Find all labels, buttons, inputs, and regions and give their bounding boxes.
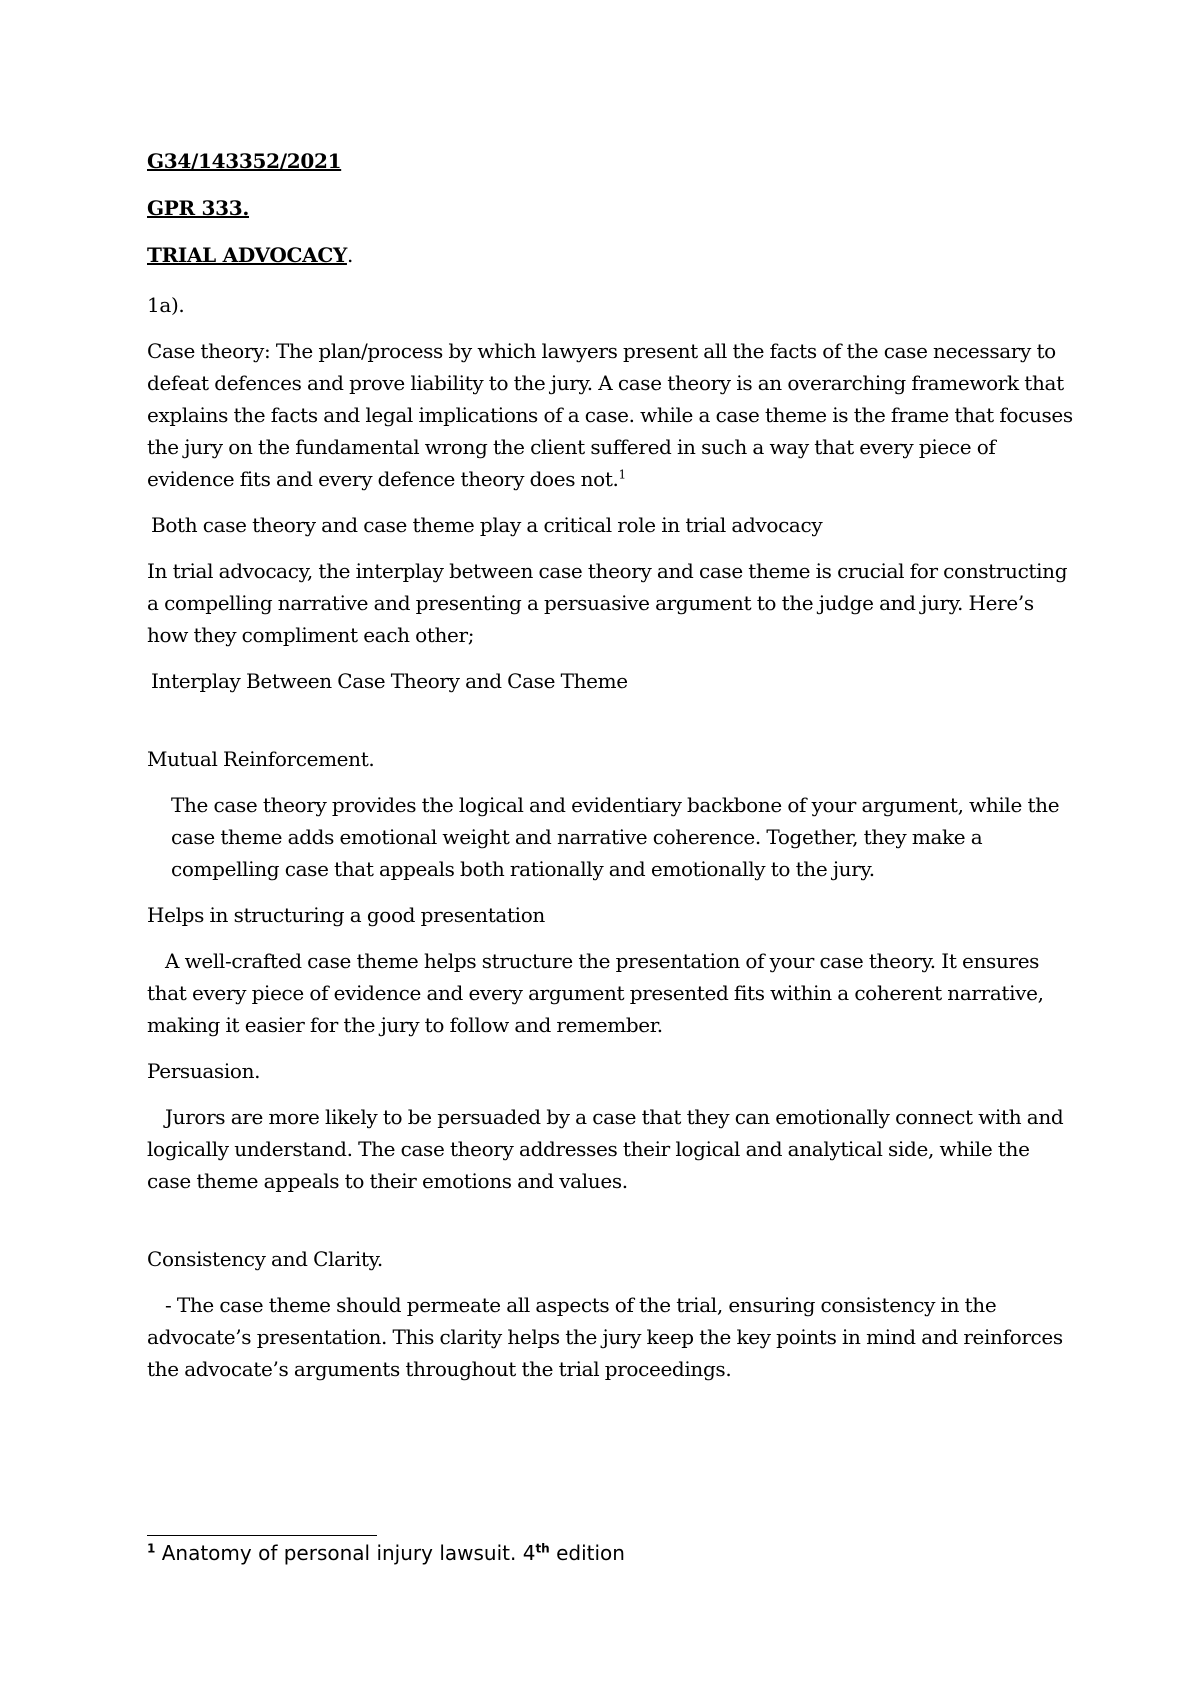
footnote-number: 1 — [147, 1541, 156, 1556]
footnote — [147, 1540, 625, 1566]
paragraph-consistency: - The case theme should permeate all aspects of the trial, ensuring consistency in the advocate’s presentation. This clarity helps the jury keep the key points in mind and reinforces the advocate’s arguments throughout the trial proceedings. — [147, 1293, 1063, 1381]
paragraph-mutual: The case theory provides the logical and evidentiary backbone of your argument, while the case theme adds emotional weight and narrative coherence. Together, they make a compelling case that appeals both rationally and emotionally to the jury. — [171, 793, 1060, 881]
footnote-text-before: Anatomy of personal injury lawsuit. 4 — [161, 1541, 536, 1565]
footnote-reference: 1 — [618, 467, 626, 482]
document-body — [147, 148, 1077, 1399]
footnote-text-after: edition — [549, 1541, 625, 1565]
document-title-punct: . — [346, 243, 353, 267]
document-title-text: TRIAL ADVOCACY — [147, 243, 347, 267]
paragraph-interplay-intro: In trial advocacy, the interplay between case theory and case theme is crucial for constructing a compelling narrative and presenting a persuasive argument to the judge and jury. Here’s how they compliment each other; — [147, 559, 1068, 647]
spacer — [147, 711, 1077, 743]
section-heading-structuring: Helps in structuring a good presentation — [147, 903, 545, 927]
course-code-heading: GPR 333. — [147, 196, 250, 220]
spacer — [147, 1211, 1077, 1243]
paragraph-both-roles: Both case theory and case theme play a critical role in trial advocacy — [151, 513, 823, 537]
section-heading-consistency: Consistency and Clarity. — [147, 1247, 383, 1271]
document-title — [147, 242, 1077, 268]
paragraph-case-theory-text: Case theory: The plan/process by which lawyers present all the facts of the case necessary to defeat defences and prove liability to the jury. A case theory is an overarching framework that explains the facts and legal implications of a case. while a case theme is the frame that focuses the jury on the fundamental wrong the client suffered in such a way that every piece of evidence fits and every defence theory does not. — [147, 339, 1073, 491]
footnote-separator — [147, 1535, 377, 1536]
question-number: 1a). — [147, 293, 185, 317]
footnote-ordinal: th — [535, 1541, 550, 1556]
student-id-heading: G34/143352/2021 — [147, 149, 342, 173]
section-heading-persuasion: Persuasion. — [147, 1059, 261, 1083]
paragraph-case-theory — [147, 335, 1077, 495]
section-heading-mutual: Mutual Reinforcement. — [147, 747, 375, 771]
paragraph-persuasion: Jurors are more likely to be persuaded by a case that they can emotionally connect with and logically understand. The case theory addresses their logical and analytical side, while the case theme appeals to their emotions and values. — [147, 1105, 1064, 1193]
paragraph-interplay-heading: Interplay Between Case Theory and Case Theme — [151, 669, 628, 693]
paragraph-structuring: A well-crafted case theme helps structure the presentation of your case theory. It ensures that every piece of evidence and every argument presented fits within a coherent narrative, making it easier for the jury to follow and remember. — [147, 949, 1044, 1037]
